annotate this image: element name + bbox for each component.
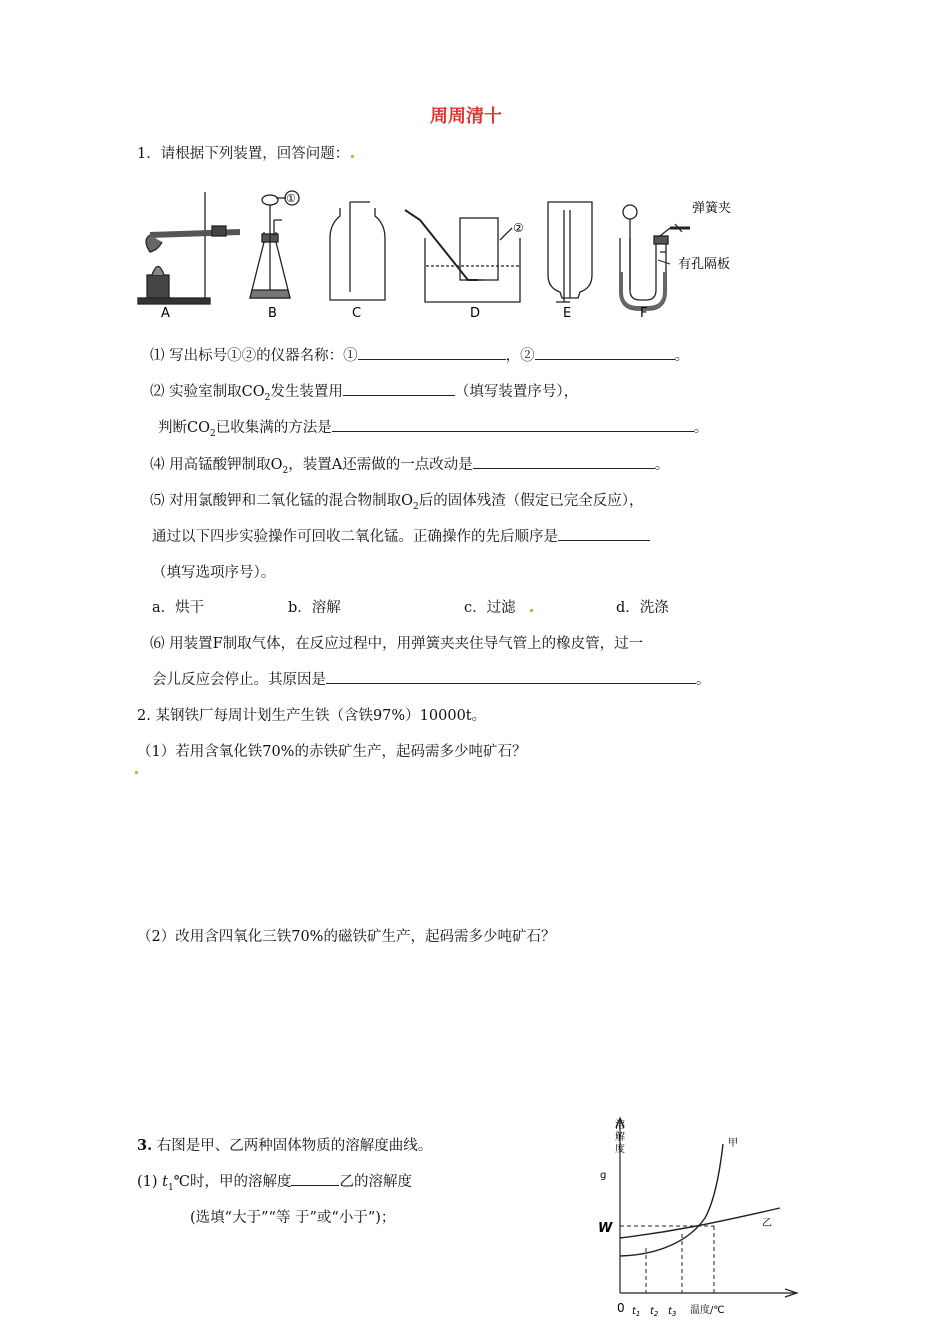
answer-blank-5[interactable] (473, 454, 655, 469)
q1-part4-end: 。 (654, 457, 670, 473)
q1-part6-line1: ⑹ 用装置F制取气体，在反应过程中，用弹簧夹夹住导气管上的橡皮管，过一 (150, 636, 644, 652)
q1-part5-line3: （填写选项序号）。 (152, 565, 276, 581)
unit-g: g (600, 1170, 607, 1181)
q1-part3-prefix: 判断CO (158, 420, 210, 436)
q3-sub1-prefix: (1) (137, 1174, 163, 1190)
answer-blank-6[interactable] (558, 526, 650, 541)
answer-blank-8[interactable] (291, 1171, 339, 1186)
q1-part3 (158, 416, 708, 439)
q1-part6-line2-text: 会儿反应会停止。其原因是 (152, 672, 326, 688)
solubility-graph (590, 1110, 810, 1335)
origin-label: 0 (617, 1301, 625, 1315)
q1-part3-sub: 2 (209, 428, 216, 439)
q1-part1-end: 。 (674, 348, 690, 364)
q1-part6-end: 。 (696, 672, 711, 688)
q1-part2-prefix: ⑵ 实验室制取CO (150, 384, 265, 400)
q2-sub2: （2）改用含四氧化三铁70%的磁铁矿生产，起码需多少吨矿石？ (137, 929, 556, 945)
q1-part2-suffix: 发生装置用 (270, 384, 343, 400)
q1-part5-line2 (152, 525, 650, 546)
option-c-text: c．过滤 (464, 600, 516, 616)
tick-t1 (632, 1306, 640, 1318)
tick-t2-sub: 2 (653, 1310, 659, 1318)
q2-sub1: （1）若用含氧化铁70%的赤铁矿生产，起码需多少吨矿石？ (137, 744, 527, 760)
marker-1: ① (286, 192, 296, 205)
q1-part6-line2 (152, 668, 711, 689)
option-d: d．洗涤 (616, 600, 669, 616)
q3-sub1-hint: (选填“大于”“等 于”或“小于”)； (190, 1210, 396, 1226)
q1-part5-line1-text: ⑸ 对用氯酸钾和二氧化锰的混合物制取O (150, 493, 413, 509)
marker-dot (530, 609, 533, 612)
q3-sub1-end: 乙的溶解度 (339, 1174, 412, 1190)
q3-sub1-mid: ℃时，甲的溶解度 (173, 1174, 292, 1190)
label-d: D (470, 306, 481, 321)
answer-blank-1[interactable] (358, 345, 506, 360)
w-label: W (598, 1221, 613, 1236)
apparatus-c (330, 202, 385, 300)
q1-part5-sub: 2 (413, 501, 419, 512)
apparatus-figure (130, 180, 780, 325)
tick-t3-sub: 3 (671, 1310, 677, 1318)
q1-part1-prefix: ⑴ 写出标号①②的仪器名称：① (150, 348, 358, 364)
tick-t1-sub: 1 (635, 1310, 641, 1318)
q3-intro-text: 右图是甲、乙两种固体物质的溶解度曲线。 (152, 1138, 433, 1154)
q1-part4-suffix: ，装置A还需做的一点改动是 (288, 457, 473, 473)
q1-part1-mid: ，② (505, 348, 535, 364)
tick-t2 (650, 1306, 659, 1318)
marker-2: ② (513, 221, 524, 235)
answer-blank-3[interactable] (343, 381, 455, 396)
tick-t3-t: t (668, 1306, 672, 1317)
tick-t3 (668, 1306, 676, 1318)
y-label-2: 解 (615, 1132, 625, 1143)
q3-number: 3. (137, 1137, 153, 1154)
q1-part5-line1 (150, 489, 643, 512)
curve-jia-label: 甲 (728, 1138, 738, 1149)
q3-intro (137, 1134, 432, 1155)
q3-sub1-sub: 1 (167, 1182, 174, 1193)
q1-intro-text: 1．请根据下列装置，回答问题： (137, 146, 350, 162)
q1-part1 (150, 344, 689, 365)
y-label-1: 溶 (615, 1120, 625, 1131)
curve-jia (620, 1144, 723, 1256)
q3-sub1-t: t (162, 1174, 168, 1190)
q1-intro (137, 142, 356, 163)
q1-part5-line2-text: 通过以下四步实验操作可回收二氧化锰。正确操作的先后顺序是 (152, 529, 558, 545)
option-a: a．烘干 (152, 600, 205, 616)
q3-sub1 (137, 1170, 412, 1193)
q1-part2-end: （填写装置序号）， (454, 384, 579, 400)
label-spring-clip: 弹簧夹 (692, 201, 732, 216)
answer-blank-2[interactable] (535, 345, 675, 360)
tick-t1-t: t (632, 1306, 636, 1317)
apparatus-b (250, 191, 299, 298)
option-b: b．溶解 (288, 600, 341, 616)
apparatus-a (138, 192, 240, 304)
q1-part2 (150, 380, 578, 403)
curve-yi (620, 1208, 780, 1238)
q1-part4 (150, 453, 669, 476)
label-b: B (268, 306, 277, 321)
q2-intro: 2. 某钢铁厂每周计划生产生铁（含铁97%）10000t。 (137, 708, 487, 724)
label-e: E (563, 306, 572, 321)
label-c: C (352, 306, 362, 321)
y-label-3: 度 (615, 1144, 625, 1155)
q1-part2-sub: 2 (264, 392, 271, 403)
page-title: 周周清十 (430, 106, 502, 127)
apparatus-d (405, 210, 520, 302)
q1-part3-suffix: 已收集满的方法是 (215, 420, 332, 436)
label-a: A (161, 306, 170, 321)
q1-part4-prefix: ⑷ 用高锰酸钾制取O (150, 457, 283, 473)
label-perforated-plate: 有孔隔板 (678, 257, 731, 272)
marker-dot (351, 155, 354, 158)
label-f: F (640, 306, 648, 321)
answer-blank-4[interactable] (332, 417, 694, 432)
q1-part3-end: 。 (693, 420, 709, 436)
graph-axes (616, 1118, 797, 1297)
curve-yi-label: 乙 (762, 1218, 772, 1229)
answer-blank-7[interactable] (326, 669, 696, 684)
q1-part4-sub: 2 (282, 465, 289, 476)
tick-t2-t: t (650, 1306, 654, 1317)
q1-part5-line1-end: 后的固体残渣（假定已完全反应）， (418, 493, 644, 509)
option-c (464, 596, 535, 617)
apparatus-e (548, 202, 592, 302)
x-axis-label: 温度/℃ (690, 1305, 725, 1316)
marker-dot (135, 771, 138, 774)
